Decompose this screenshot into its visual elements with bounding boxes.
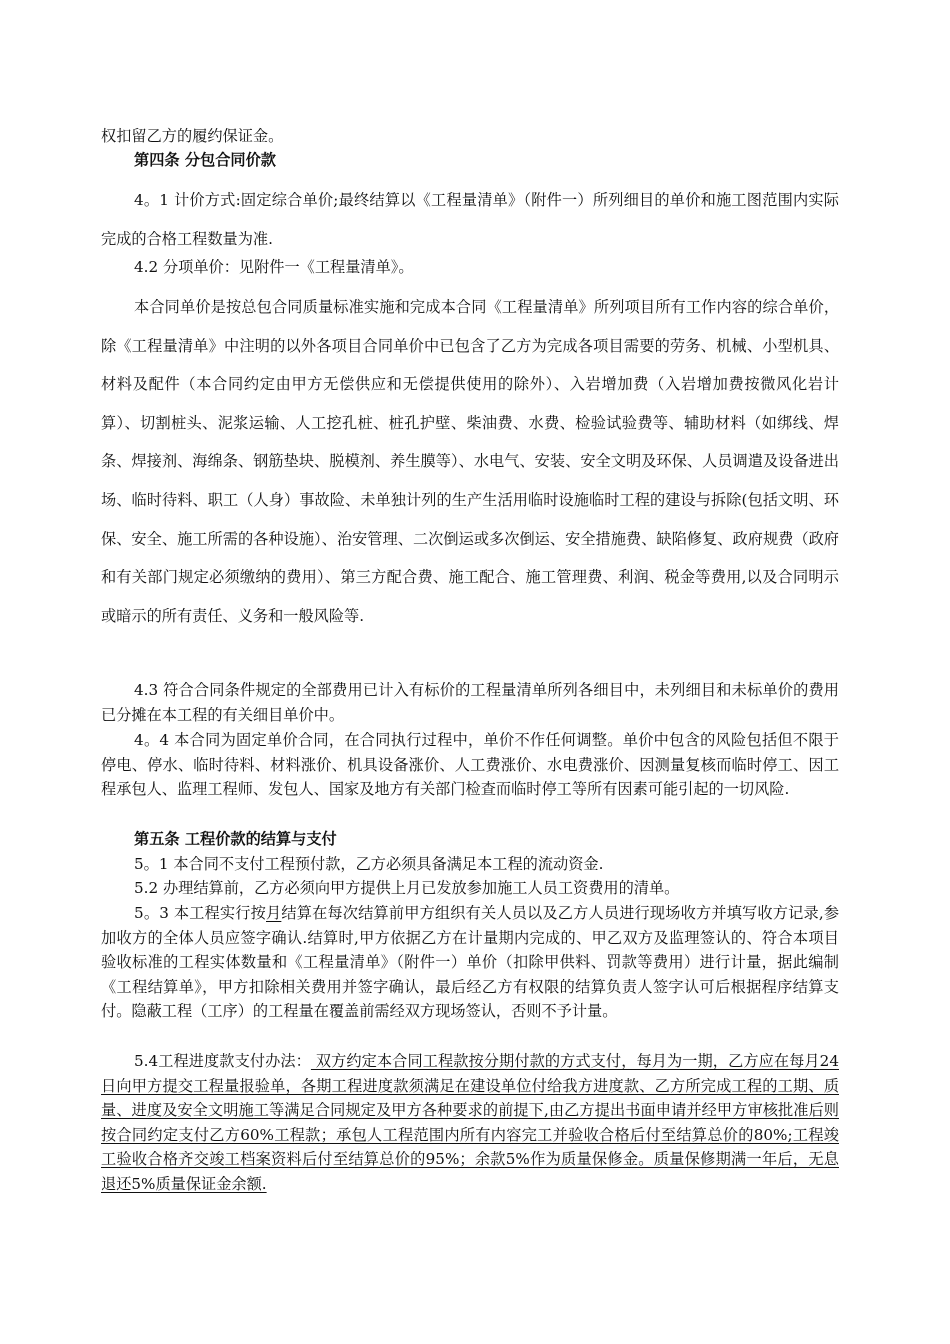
- clause-5-3-body: 结算在每次结算前甲方组织有关人员以及乙方人员进行现场收方并填写收方记录,参加收方的全体人员应签字确认.结算时,甲方依据乙方在计量期内完成的、甲乙双方及监理签认的、符合本项目验收标准的工程实体数量和《工程量清单》（附件一）单价（扣除甲供料、罚款等费用）进行计量，据此编制《工程结算单》，甲方扣除相关费用并签字确认，最后经乙方有权限的结算负责人签字认可后根据程序结算支付。隐蔽工程（工序）的工程量在覆盖前需经双方现场签认，否则不予计量。: [101, 904, 840, 1021]
- clause-5-3: [101, 901, 839, 1024]
- clause-4-1: 4。1 计价方式:固定综合单价;最终结算以《工程量清单》（附件一）所列细目的单价和施工图范围内实际完成的合格工程数量为准.: [101, 191, 839, 248]
- clause-5-4-label: 5.4工程进度款支付办法：: [134, 1052, 311, 1070]
- settlement-period: 月: [266, 904, 282, 922]
- text-line-carryover: 权扣留乙方的履约保证金。: [101, 127, 284, 145]
- clause-5-1: 5。1 本合同不支付工程预付款，乙方必须具备满足本工程的流动资金.: [134, 855, 604, 873]
- unit-price-paragraph: 本合同单价是按总包合同质量标准实施和完成本合同《工程量清单》所列项目所有工作内容的综合单价，除《工程量清单》中注明的以外各项目合同单价中已包含了乙方为完成各项目需要的劳务、机械、小型机具、材料及配件（本合同约定由甲方无偿供应和无偿提供使用的除外）、入岩增加费（入岩增加费按微风化岩计算）、切割桩头、泥浆运输、人工挖孔桩、桩孔护壁、柴油费、水费、检验试验费等、辅助材料（如绑线、焊条、焊接剂、海绵条、钢筋垫块、脱模剂、养生膜等）、水电气、安装、安全文明及环保、人员调遣及设备进出场、临时待料、职工（人身）事故险、未单独计列的生产生活用临时设施临时工程的建设与拆除(包括文明、环保、安全、施工所需的各种设施）、治安管理、二次倒运或多次倒运、安全措施费、缺陷修复、政府规费（政府和有关部门规定必须缴纳的费用）、第三方配合费、施工配合、施工管理费、利润、税金等费用,以及合同明示或暗示的所有责任、义务和一般风险等.: [101, 298, 839, 625]
- article-4-heading: 第四条 分包合同价款: [134, 151, 276, 169]
- clause-5-3-lead: 5。3 本工程实行按: [134, 904, 266, 922]
- clause-5-4-body: 双方约定本合同工程款按分期付款的方式支付，每月为一期，乙方应在每月24日向甲方提交工程量报验单，各期工程进度款须满足在建设单位付给我方进度款、乙方所完成工程的工期、质量、进度及安全文明施工等满足合同规定及甲方各种要求的前提下,由乙方提出书面申请并经甲方审核批准后则按合同约定支付乙方60%工程款；承包人工程范围内所有内容完工并验收合格后付至结算总价的80%;工程竣工验收合格齐交竣工档案资料后付至结算总价的95%；余款5%作为质量保修金。质量保修期满一年后，无息退还5%质量保证金余额.: [101, 1052, 840, 1193]
- clause-5-4: [101, 1049, 839, 1197]
- clause-4-3: 4.3 符合合同条件规定的全部费用已计入有标价的工程量清单所列各细目中，未列细目和未标单价的费用已分摊在本工程的有关细目单价中。: [101, 681, 839, 724]
- clause-4-2: 4.2 分项单价：见附件一《工程量清单》。: [134, 258, 414, 276]
- clause-5-2: 5.2 办理结算前，乙方必须向甲方提供上月已发放参加施工人员工资费用的清单。: [134, 879, 680, 897]
- article-5-heading: 第五条 工程价款的结算与支付: [134, 830, 337, 848]
- clause-4-4: 4。4 本合同为固定单价合同，在合同执行过程中，单价不作任何调整。单价中包含的风险包括但不限于停电、停水、临时待料、材料涨价、机具设备涨价、人工费涨价、水电费涨价、因测量复核而临时停工、因工程承包人、监理工程师、发包人、国家及地方有关部门检查而临时停工等所有因素可能引起的一切风险.: [101, 731, 839, 799]
